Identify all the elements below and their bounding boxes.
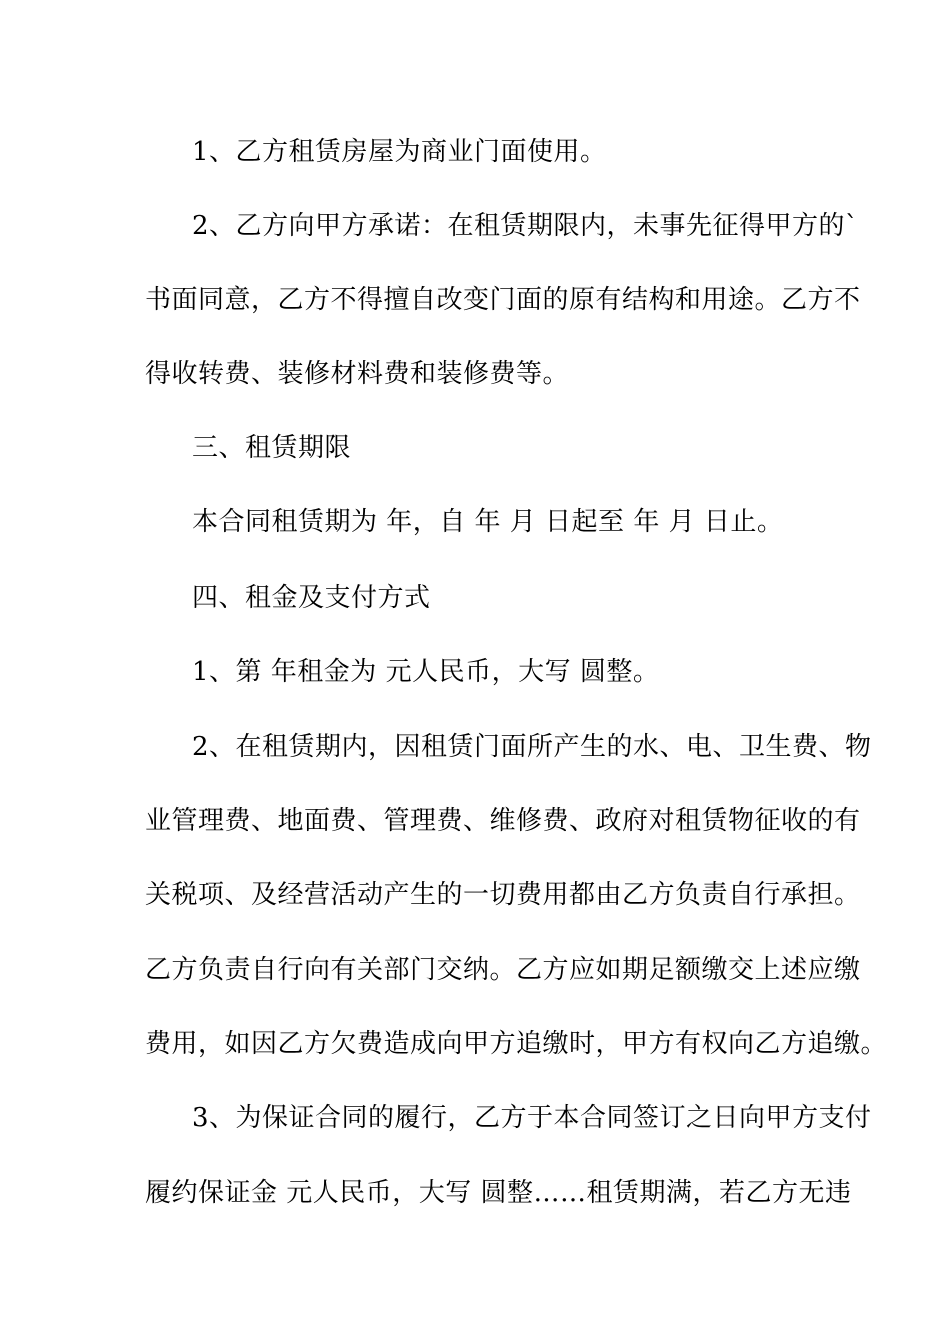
rent-clause-2-line-2: 业管理费、地面费、管理费、维修费、政府对租赁物征收的有 [145,806,861,836]
clause-2-line-2: 书面同意，乙方不得擅自改变门面的原有结构和用途。乙方不 [145,285,861,315]
clause-2-line-3: 得收转费、装修材料费和装修费等。 [145,359,570,389]
section-heading-lease-term: 三、租赁期限 [192,433,352,463]
rent-clause-2-line-3: 关税项、及经营活动产生的一切费用都由乙方负责自行承担。 [145,880,861,910]
rent-clause-1-line: 1、第 年租金为 元人民币，大写 圆整。 [192,657,660,687]
section-heading-rent-payment: 四、租金及支付方式 [192,583,431,613]
rent-clause-2-line-4: 乙方负责自行向有关部门交纳。乙方应如期足额缴交上述应缴 [145,955,861,985]
rent-clause-3-line-1: 3、为保证合同的履行，乙方于本合同签订之日向甲方支付 [192,1103,872,1133]
clause-2-line-1: 2、乙方向甲方承诺：在租赁期限内，未事先征得甲方的` [192,211,859,241]
lease-term-line: 本合同租赁期为 年，自 年 月 日起至 年 月 日止。 [192,507,784,537]
rent-clause-2-line-1: 2、在租赁期内，因租赁门面所产生的水、电、卫生费、物 [192,732,872,762]
rent-clause-2-line-5: 费用，如因乙方欠费造成向甲方追缴时，甲方有权向乙方追缴。 [145,1029,888,1059]
rent-clause-3-line-2: 履约保证金 元人民币，大写 圆整……租赁期满，若乙方无违 [145,1178,852,1208]
clause-1-line: 1、乙方租赁房屋为商业门面使用。 [192,137,607,167]
